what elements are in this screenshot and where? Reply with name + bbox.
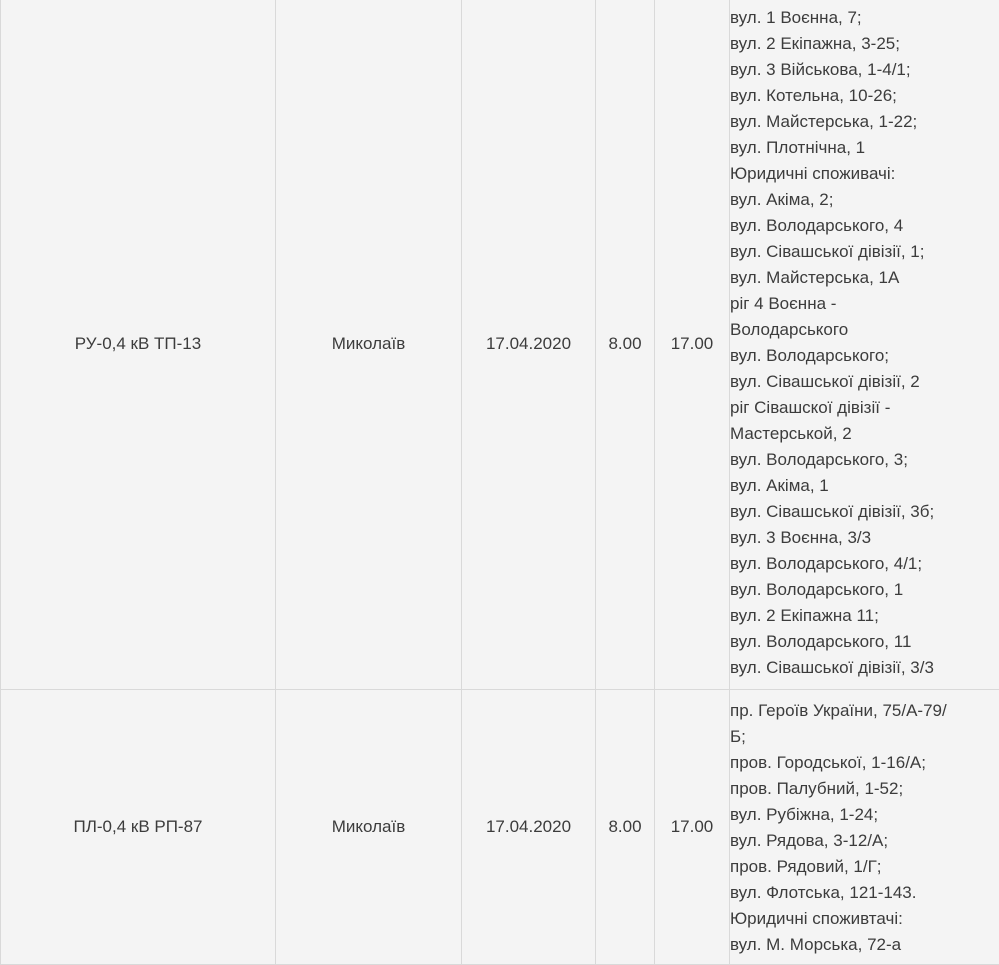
object-cell: ПЛ-0,4 кВ РП-87 [1,690,276,965]
address-line: Б; [730,724,999,750]
address-line: вул. Плотнічна, 1 [730,135,999,161]
table-row [1,690,999,965]
address-line: вул. Володарського; [730,343,999,369]
address-line: вул. 1 Воєнна, 7; [730,5,999,31]
address-list-cell [730,0,999,690]
address-line: вул. Сівашської дівізії, 2 [730,369,999,395]
address-line: вул. Акіма, 1 [730,473,999,499]
address-line: вул. Володарського, 3; [730,447,999,473]
address-line: вул. 2 Екіпажна, 3-25; [730,31,999,57]
end-time-cell: 17.00 [655,690,730,965]
object-cell: РУ-0,4 кВ ТП-13 [1,0,276,690]
address-line: вул. Сівашської дівізії, 3б; [730,499,999,525]
address-line: Володарського [730,317,999,343]
address-line: вул. Володарського, 4 [730,213,999,239]
table-row [1,0,999,690]
address-line: пров. Рядовий, 1/Г; [730,854,999,880]
end-time-cell: 17.00 [655,0,730,690]
address-line: пров. Городської, 1-16/А; [730,750,999,776]
address-line: вул. Котельна, 10-26; [730,83,999,109]
address-line: вул. 3 Військова, 1-4/1; [730,57,999,83]
address-line: вул. Сівашської дівізії, 1; [730,239,999,265]
address-line: вул. Майстерська, 1А [730,265,999,291]
address-line: вул. 2 Екіпажна 11; [730,603,999,629]
address-line: вул. Сівашської дівізії, 3/3 [730,655,999,681]
address-line: вул. Майстерська, 1-22; [730,109,999,135]
address-line: вул. М. Морська, 72-а [730,932,999,958]
address-line: пров. Палубний, 1-52; [730,776,999,802]
address-line: вул. Рубіжна, 1-24; [730,802,999,828]
address-line: вул. 3 Воєнна, 3/3 [730,525,999,551]
start-time-cell: 8.00 [596,690,655,965]
address-line: Юридичні споживтачі: [730,906,999,932]
address-line: Мастерськой, 2 [730,421,999,447]
address-line: вул. Володарського, 1 [730,577,999,603]
city-cell: Миколаїв [276,690,462,965]
address-line: ріг 4 Воєнна - [730,291,999,317]
address-line: Юридичні споживачі: [730,161,999,187]
address-line: вул. Володарського, 4/1; [730,551,999,577]
address-list-cell [730,690,999,965]
date-cell: 17.04.2020 [462,0,596,690]
start-time-cell: 8.00 [596,0,655,690]
city-cell: Миколаїв [276,0,462,690]
address-line: ріг Сівашскої дівізії - [730,395,999,421]
address-line: пр. Героїв України, 75/А-79/ [730,698,999,724]
address-line: вул. Акіма, 2; [730,187,999,213]
date-cell: 17.04.2020 [462,690,596,965]
address-line: вул. Володарського, 11 [730,629,999,655]
address-line: вул. Флотська, 121-143. [730,880,999,906]
address-line: вул. Рядова, 3-12/А; [730,828,999,854]
